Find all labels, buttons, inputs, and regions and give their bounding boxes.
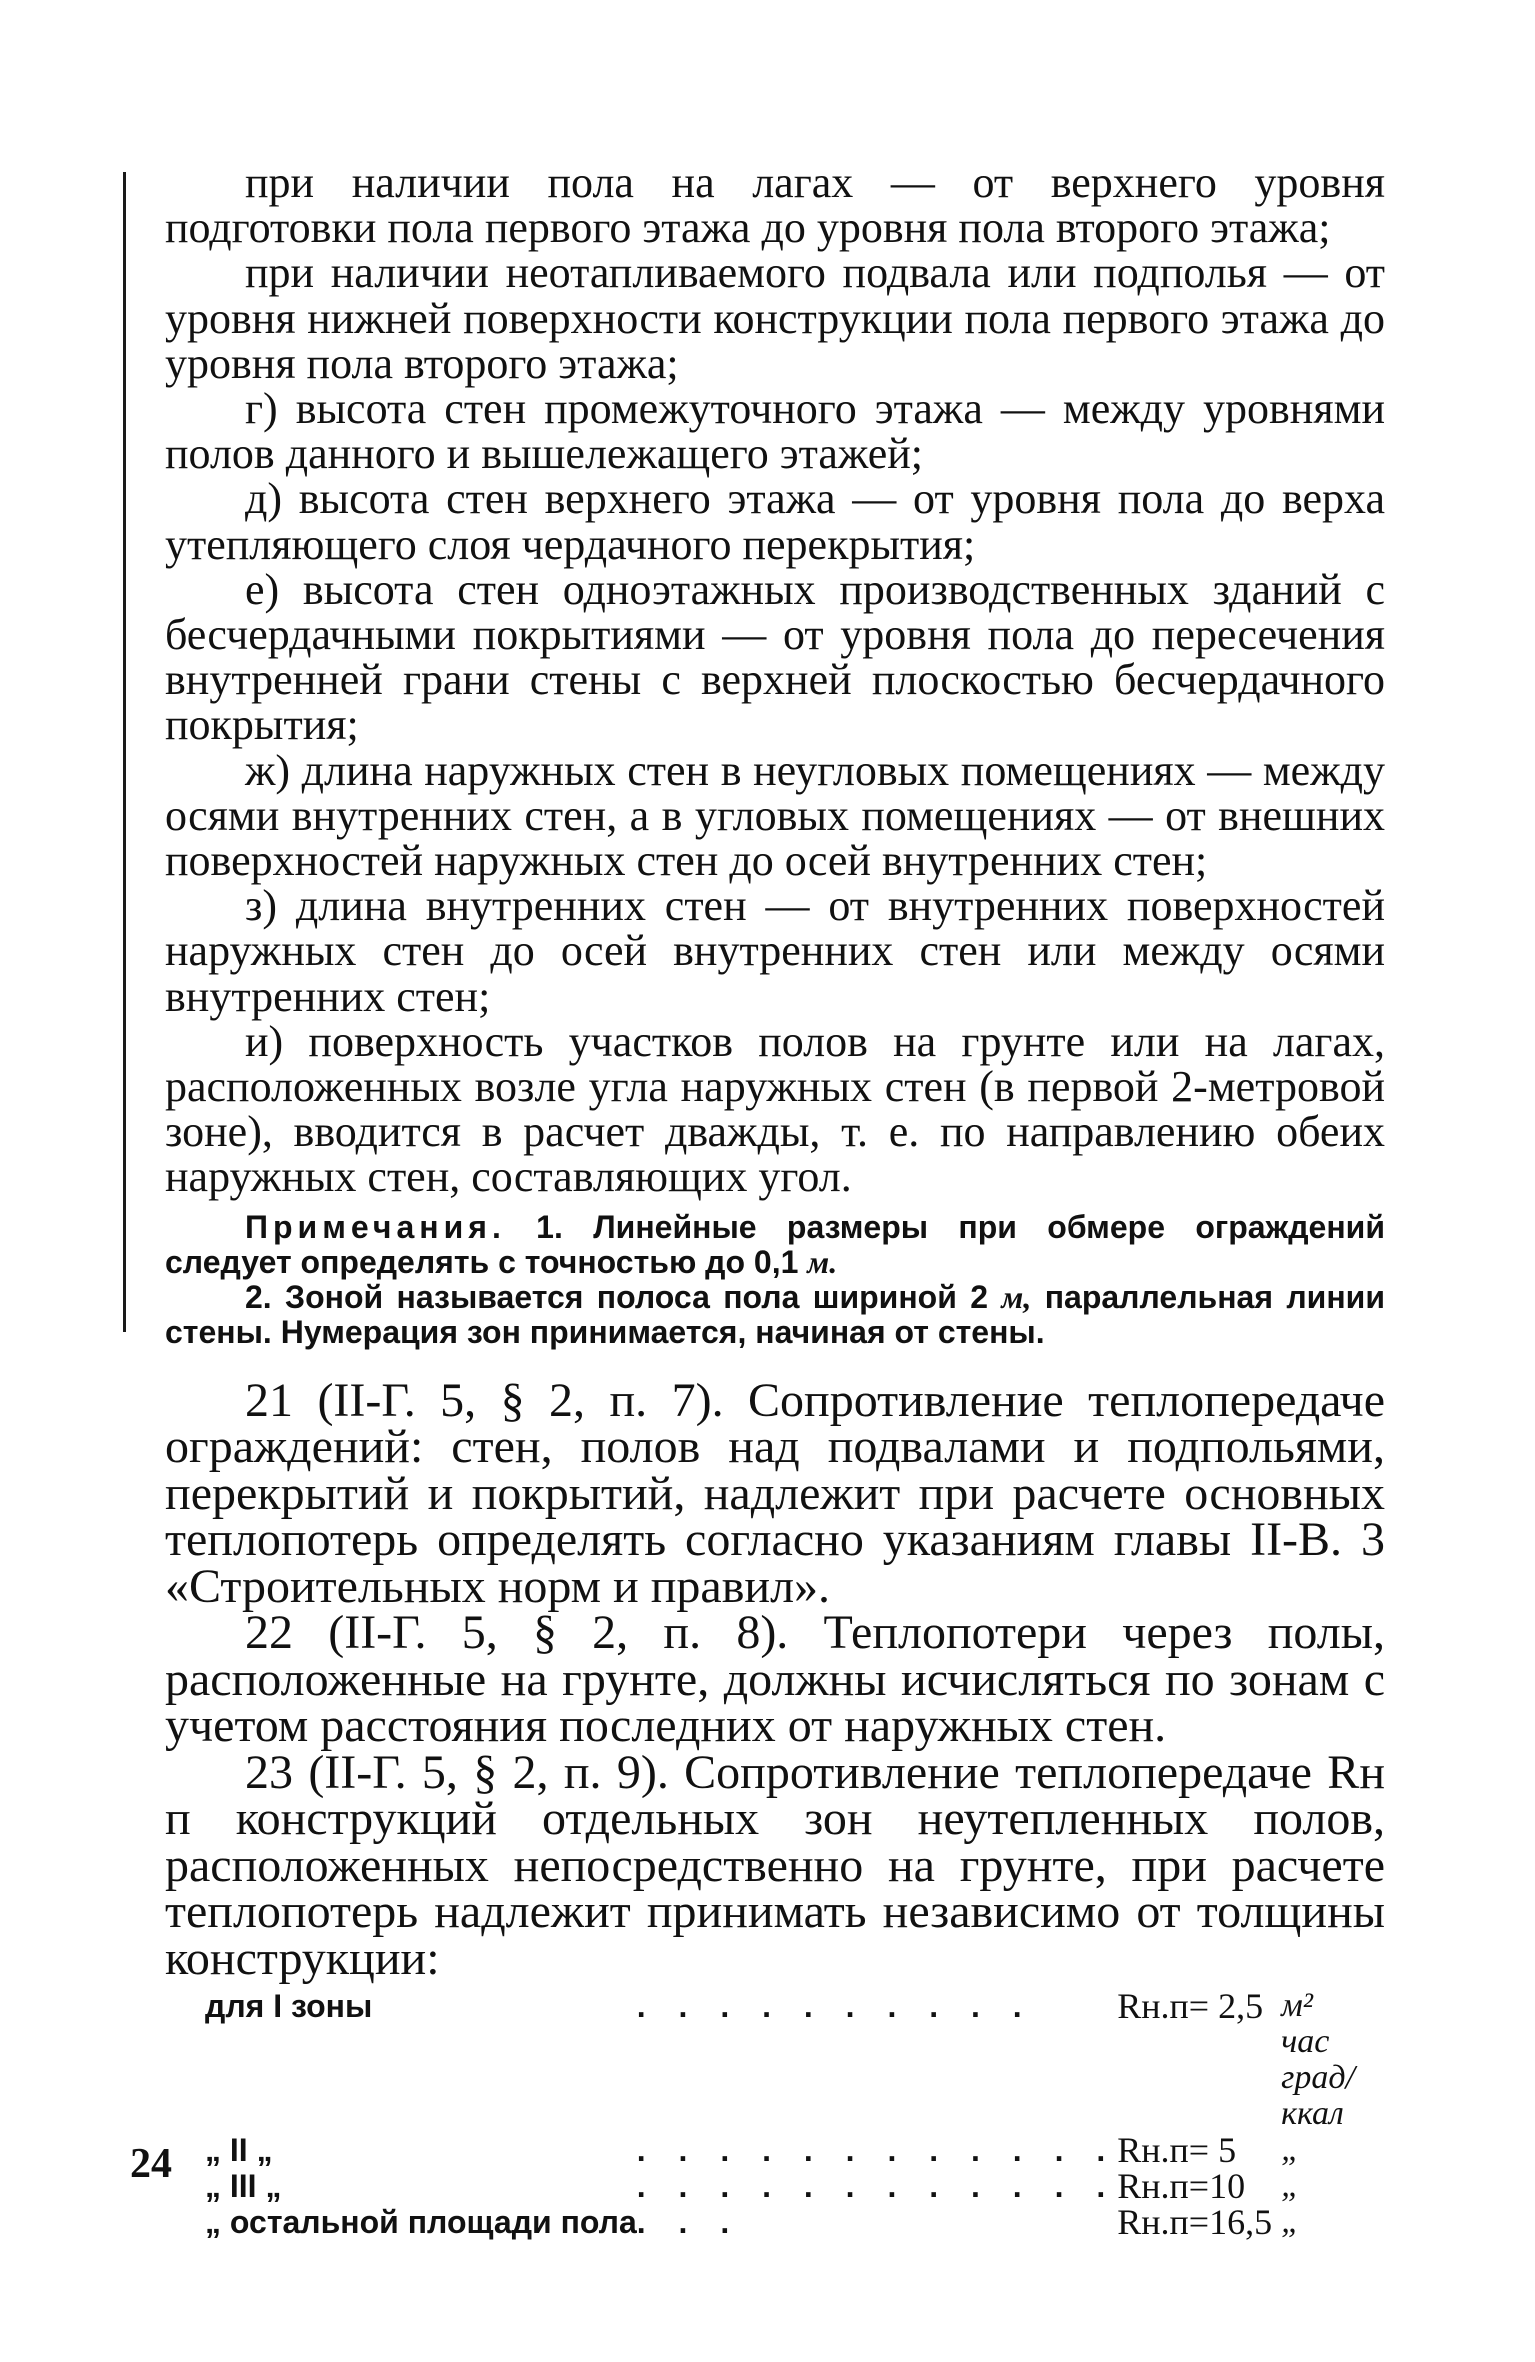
note-1 bbox=[165, 1210, 1385, 1280]
leader-dots: . . . . . . . . . . . . bbox=[636, 2132, 1118, 2169]
zone-value: Rн.п=10 bbox=[1117, 2166, 1246, 2207]
zone-value: Rн.п= 2,5 bbox=[1117, 1986, 1264, 2027]
page-body bbox=[165, 158, 1386, 2243]
zone-value: Rн.п=16,5 bbox=[1117, 2202, 1273, 2243]
paragraph: при наличии пола на лагах — от верхнего уровня подготовки пола первого этажа до уровня пола второго этажа; bbox=[165, 158, 1385, 253]
section-23: 23 (II-Г. 5, § 2, п. 9). Сопротивление теплопередаче Rн п конструкций отдельных зон неутепленных полов, расположенных непосредственно на грунте, при расчете теплопотерь надлежит принимать независимо от толщины конструкции: bbox=[165, 1745, 1385, 1985]
paragraph: з) длина внутренних стен — от внутренних поверхностей наружных стен до осей внутренних стен или между осями внутренних стен; bbox=[165, 881, 1385, 1021]
table-row bbox=[205, 2204, 1355, 2240]
table-row bbox=[205, 2132, 1355, 2168]
section-21: 21 (II-Г. 5, § 2, п. 7). Сопротивление теплопередаче ограждений: стен, полов над подвалами и подпольями, перекрытий и покрытий, надлежит при расчете основных теплопотерь определять согласно указаниям главы II-В. 3 «Строительных норм и правил». bbox=[165, 1373, 1385, 1613]
paragraph: ж) длина наружных стен в неугловых помещениях — между осями внутренних стен, а в угловых помещениях — от внешних поверхностей наружных стен до осей внутренних стен; bbox=[165, 745, 1385, 886]
zone-unit: „ bbox=[1281, 2131, 1300, 2169]
note-2-text-b: параллельная линии стены. Нумерация зон принимается, начиная от стены. bbox=[165, 1278, 1386, 1350]
paragraph: при наличии неотапливаемого подвала или подполья — от уровня нижней поверхности конструкции пола первого этажа до уровня пола второго этажа; bbox=[165, 248, 1385, 388]
paragraph: г) высота стен промежуточного этажа — между уровнями полов данного и вышележащего этажей; bbox=[165, 384, 1385, 479]
zone-unit: „ bbox=[1281, 2203, 1300, 2241]
leader-dots: . . . bbox=[636, 2204, 742, 2241]
zone-value: Rн.п= 5 bbox=[1117, 2130, 1237, 2171]
paragraph: и) поверхность участков полов на грунте или на лагах, расположенных возле угла наружных стен (в первой 2-метровой зоне), вводится в расчет дважды, т. е. по направлению обеих наружных стен, составляющих угол. bbox=[165, 1016, 1385, 1202]
note-2-unit: м, bbox=[1001, 1278, 1032, 1315]
leader-dots: . . . . . . . . . . . . bbox=[636, 2168, 1118, 2205]
zone-label: для I зоны bbox=[205, 1988, 373, 2025]
note-1-unit: м. bbox=[807, 1243, 838, 1280]
section-22: 22 (II-Г. 5, § 2, п. 8). Теплопотери через полы, расположенные на грунте, должны исчисляться по зонам с учетом расстояния последних от наружных стен. bbox=[165, 1606, 1385, 1753]
notes-block bbox=[165, 1210, 1385, 1350]
zone-resistance-table bbox=[205, 1986, 1355, 2243]
zone-label: „ III „ bbox=[205, 2168, 282, 2205]
note-1-text: 1. Линейные размеры при обмере ограждений следует определять с точностью до 0,1 bbox=[165, 1208, 1386, 1280]
zone-label: „ II „ bbox=[205, 2132, 273, 2169]
note-2 bbox=[165, 1280, 1385, 1350]
note-2-text-a: 2. Зоной называется полоса пола шириной 2 bbox=[245, 1278, 989, 1315]
leader-dots: . . . . . . . . . . bbox=[636, 1988, 1034, 2025]
table-row bbox=[205, 2168, 1355, 2204]
margin-rule bbox=[123, 172, 126, 1332]
zone-unit: „ bbox=[1281, 2167, 1300, 2205]
notes-label: Примечания. bbox=[245, 1208, 506, 1245]
zone-unit: м² час град/ккал bbox=[1281, 1987, 1355, 2133]
paragraph: е) высота стен одноэтажных производственных зданий с бесчердачными покрытиями — от уровня пола до пересечения внутренней грани стены с верхней плоскостью бесчердачного покрытия; bbox=[165, 564, 1385, 750]
table-row bbox=[205, 1988, 1355, 2132]
page-number: 24 bbox=[130, 2141, 172, 2187]
paragraph: д) высота стен верхнего этажа — от уровня пола до верха утепляющего слоя чердачного перекрытия; bbox=[165, 474, 1385, 569]
zone-label: „ остальной площади пола bbox=[205, 2204, 637, 2241]
